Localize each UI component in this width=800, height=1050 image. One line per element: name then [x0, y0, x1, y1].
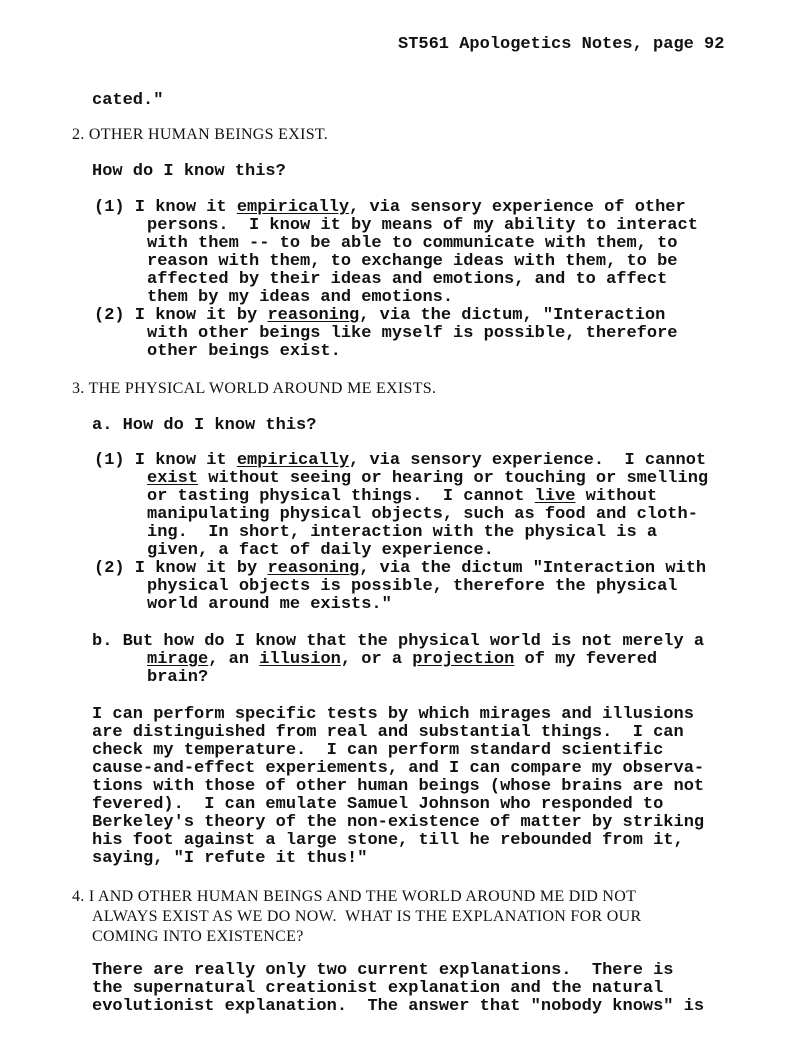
- section-3-question-b: b. But how do I know that the physical world is not merely a: [92, 632, 705, 651]
- section-2-item-1-line: persons. I know it by means of my ability to interact: [147, 216, 698, 235]
- section-2-item-2-line: with other beings like myself is possible, therefore: [147, 324, 678, 343]
- continuation-text: cated.": [92, 91, 164, 110]
- section-2-item-1-line: with them -- to be able to communicate with them, to: [147, 234, 678, 253]
- term-projection: projection: [412, 650, 515, 669]
- section-3-item-1-line: given, a fact of daily experience.: [147, 541, 494, 560]
- page-header: ST561 Apologetics Notes, page 92: [398, 35, 725, 54]
- term-illusion: illusion: [259, 650, 341, 669]
- section-3-question-a: a. How do I know this?: [92, 416, 317, 435]
- term-empirically: empirically: [236, 451, 350, 470]
- section-3-answer-line: are distinguished from real and substantial things. I can: [92, 723, 684, 742]
- section-3-answer-line: fevered). I can emulate Samuel Johnson who responded to: [92, 795, 664, 814]
- section-3-answer-line: I can perform specific tests by which mirages and illusions: [92, 705, 694, 724]
- section-4-body-line: evolutionist explanation. The answer that "nobody knows" is: [92, 997, 705, 1016]
- section-2-item-1-line: reason with them, to exchange ideas with them, to be: [147, 252, 678, 271]
- section-3-answer-line: saying, "I refute it thus!": [92, 849, 368, 868]
- section-3-item-2-line: world around me exists.": [147, 595, 392, 614]
- section-3-answer-line: tions with those of other human beings (whose brains are not: [92, 777, 705, 796]
- section-4-body-line: There are really only two current explanations. There is: [92, 961, 674, 980]
- section-3-item-1-first-line: (1) I know it empirically, via sensory experience. I cannot: [94, 451, 707, 470]
- section-3-question-b-line: mirage, an illusion, or a projection of my fevered: [147, 650, 658, 669]
- section-3-answer-line: Berkeley's theory of the non-existence of matter by striking: [92, 813, 705, 832]
- section-3-answer-line: cause-and-effect experiements, and I can compare my observa-: [92, 759, 705, 778]
- section-2-question: How do I know this?: [92, 162, 286, 181]
- section-3-heading: 3. THE PHYSICAL WORLD AROUND ME EXISTS.: [72, 380, 437, 397]
- section-4-heading-line: ALWAYS EXIST AS WE DO NOW. WHAT IS THE EXPLANATION FOR OUR: [92, 908, 642, 925]
- section-4-heading-line: 4. I AND OTHER HUMAN BEINGS AND THE WORLD AROUND ME DID NOT: [72, 888, 637, 905]
- section-3-item-2-line: physical objects is possible, therefore the physical: [147, 577, 678, 596]
- term-empirically: empirically: [236, 198, 350, 217]
- section-2-item-1-first-line: (1) I know it empirically, via sensory experience of other: [94, 198, 686, 217]
- section-2-item-2-line: other beings exist.: [147, 342, 341, 361]
- section-3-answer-line: check my temperature. I can perform standard scientific: [92, 741, 664, 760]
- section-3-item-1-line: manipulating physical objects, such as food and cloth-: [147, 505, 698, 524]
- section-4-body-line: the supernatural creationist explanation and the natural: [92, 979, 664, 998]
- term-mirage: mirage: [147, 650, 209, 669]
- section-3-item-1-line: ing. In short, interaction with the physical is a: [147, 523, 658, 542]
- term-exist: exist: [147, 469, 199, 488]
- section-2-heading: 2. OTHER HUMAN BEINGS EXIST.: [72, 126, 329, 143]
- section-3-item-2-first-line: (2) I know it by reasoning, via the dictum "Interaction with: [94, 559, 707, 578]
- section-4-heading-line: COMING INTO EXISTENCE?: [92, 928, 304, 945]
- section-3-answer-line: his foot against a large stone, till he rebounded from it,: [92, 831, 684, 850]
- section-2-item-2-first-line: (2) I know it by reasoning, via the dictum, "Interaction: [94, 306, 666, 325]
- term-reasoning: reasoning: [267, 306, 360, 325]
- term-live: live: [534, 487, 576, 506]
- section-3-item-1-line: exist without seeing or hearing or touching or smelling: [147, 469, 709, 488]
- section-3-item-1-line: or tasting physical things. I cannot live without: [147, 487, 658, 506]
- term-reasoning: reasoning: [267, 559, 360, 578]
- section-2-item-1-line: affected by their ideas and emotions, and to affect: [147, 270, 668, 289]
- section-2-item-1-line: them by my ideas and emotions.: [147, 288, 454, 307]
- section-3-question-b-line: brain?: [147, 668, 209, 687]
